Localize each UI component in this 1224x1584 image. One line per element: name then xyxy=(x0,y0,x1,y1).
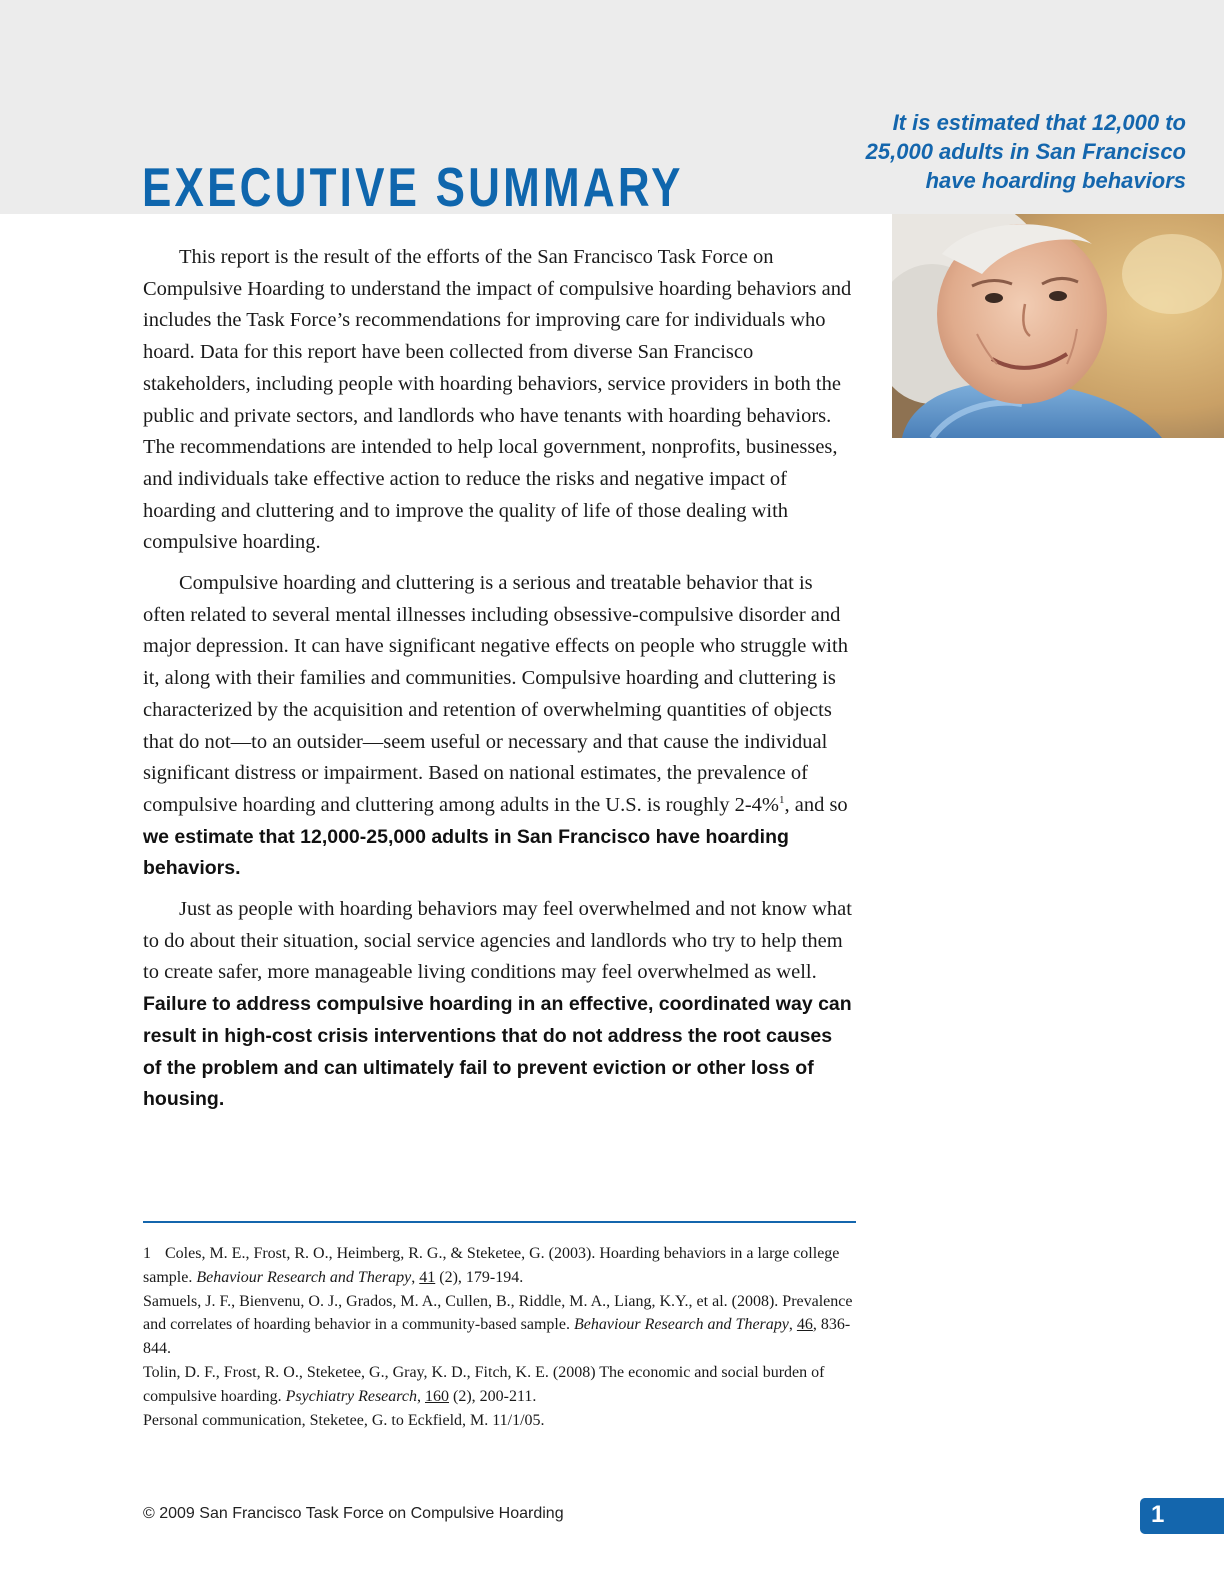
page-title: EXECUTIVE SUMMARY xyxy=(142,156,684,218)
pull-quote-line: 25,000 adults in San Francisco xyxy=(865,139,1186,164)
journal-name: Behaviour Research and Therapy xyxy=(573,1316,789,1334)
pull-quote-line: have hoarding behaviors xyxy=(925,168,1186,193)
citation-text: Coles, M. E., Frost, R. O., Heimberg, R. G., & Steketee, G. (2003). Hoarding behaviors in a large college sample. xyxy=(143,1245,840,1286)
footnotes xyxy=(143,1242,855,1432)
emphasis-text: we estimate that 12,000-25,000 adults in San Francisco have hoarding behaviors. xyxy=(143,825,789,880)
copyright-footer: © 2009 San Francisco Task Force on Compulsive Hoarding xyxy=(143,1505,564,1522)
paragraph-prevalence xyxy=(143,568,855,885)
citation-text: , 836-844. xyxy=(143,1316,851,1358)
paragraph-intro: This report is the result of the efforts of the San Francisco Task Force on Compulsive Hoarding to understand the impact of compulsive hoarding behaviors and includes the Task Force’s recommendations for improving care for individuals who hoard. Data for this report have been collected from diverse San Francisco stakeholders, including people with hoarding behaviors, service providers in both the public and private sectors, and landlords who have tenants with hoarding behaviors. The recommendations are intended to help local government, nonprofits, businesses, and individuals take effective action to reduce the risks and negative impact of hoarding and cluttering and to improve the quality of life of those dealing with compulsive hoarding. xyxy=(143,246,852,554)
footnote-divider xyxy=(143,1221,856,1223)
paragraph-text: Just as people with hoarding behaviors may feel overwhelmed and not know what to do about their situation, social service agencies and landlords who try to help them to create safer, more manageable living conditions may feel overwhelmed as well. xyxy=(143,898,852,984)
footnote-entry: Personal communication, Steketee, G. to Eckfield, M. 11/1/05. xyxy=(143,1411,545,1429)
body-text xyxy=(143,242,855,1125)
elderly-woman-photo xyxy=(892,214,1224,438)
citation-text: , xyxy=(788,1316,797,1334)
citation-text: , xyxy=(417,1387,425,1405)
pull-quote xyxy=(806,108,1186,195)
citation-text: , xyxy=(411,1268,420,1286)
citation-text: (2), 200-211. xyxy=(449,1387,537,1405)
pull-quote-line: It is estimated that 12,000 to xyxy=(892,110,1186,135)
footnote-entry xyxy=(143,1361,855,1409)
journal-name: Psychiatry Research xyxy=(285,1387,417,1405)
footnote-ref: 1 xyxy=(778,794,785,807)
emphasis-text: Failure to address compulsive hoarding in an effective, coordinated way can result in high-cost crisis interventions that do not address the root causes of the problem and can ultimately fail to prevent eviction or other loss of housing. xyxy=(143,993,852,1111)
page-number: 1 xyxy=(1151,1501,1165,1528)
citation-text: Samuels, J. F., Bienvenu, O. J., Grados, M. A., Cullen, B., Riddle, M. A., Liang, K.Y., et al. (2008). Prevalence and correlates of hoarding behavior in a community-based sample. xyxy=(143,1292,853,1334)
journal-name: Behaviour Research and Therapy xyxy=(196,1268,412,1286)
paragraph-challenge xyxy=(143,894,855,1116)
volume-number: 46 xyxy=(796,1316,813,1334)
footnote-number: 1 xyxy=(143,1245,151,1262)
footnote-entry xyxy=(143,1242,855,1290)
footnote-entry xyxy=(143,1290,855,1361)
volume-number: 41 xyxy=(419,1268,436,1286)
citation-text: (2), 179-194. xyxy=(435,1268,524,1286)
citation-text: Tolin, D. F., Frost, R. O., Steketee, G., Gray, K. D., Fitch, K. E. (2008) The economic and social burden of compulsive hoarding. xyxy=(143,1363,825,1405)
paragraph-text: , and so xyxy=(784,793,848,816)
volume-number: 160 xyxy=(425,1387,449,1405)
page-number-tab xyxy=(1140,1498,1224,1534)
paragraph-text: Compulsive hoarding and cluttering is a serious and treatable behavior that is often related to several mental illnesses including obsessive-compulsive disorder and major depression. It can have significant negative effects on people who struggle with it, along with their families and communities. Compulsive hoarding and cluttering is characterized by the acquisition and retention of overwhelming quantities of objects that do not—to an outsider—seem useful or necessary and that cause the individual significant distress or impairment. Based on national estimates, the prevalence of compulsive hoarding and cluttering among adults in the U.S. is roughly 2-4% xyxy=(143,572,848,816)
